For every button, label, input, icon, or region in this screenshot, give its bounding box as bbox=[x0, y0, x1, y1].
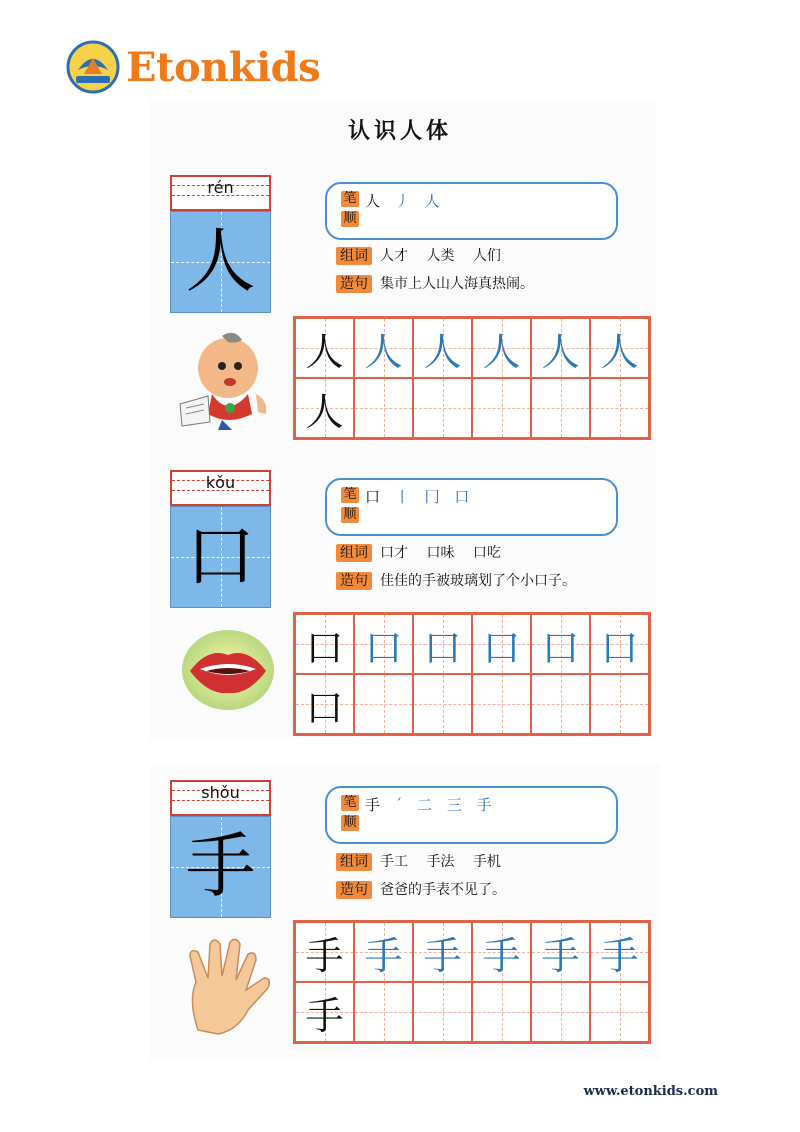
words-row bbox=[336, 542, 501, 562]
sentence-tag: 造句 bbox=[336, 572, 372, 590]
stroke-order-box bbox=[325, 478, 618, 536]
stroke-step: 口 bbox=[454, 488, 470, 506]
stroke-step: 丨 bbox=[394, 488, 410, 506]
character-card bbox=[170, 175, 271, 313]
practice-cell[interactable]: 手 bbox=[472, 922, 531, 982]
practice-cell[interactable]: 人 bbox=[295, 318, 354, 378]
brand-name: Etonkids bbox=[126, 43, 321, 91]
character-card bbox=[170, 470, 271, 608]
page-title: 认识人体 bbox=[347, 119, 452, 144]
stroke-step: 手 bbox=[365, 796, 381, 814]
practice-cell[interactable]: 人 bbox=[472, 318, 531, 378]
order-tag: 顺 bbox=[341, 815, 359, 831]
words-row bbox=[336, 245, 501, 265]
words-tag: 组词 bbox=[336, 247, 372, 265]
stroke-sequence bbox=[365, 794, 502, 815]
pinyin: rén bbox=[207, 178, 234, 197]
sentence-text: 爸爸的手表不见了。 bbox=[380, 882, 506, 898]
practice-cell[interactable]: 人 bbox=[295, 378, 354, 438]
stroke-tag: 笔 bbox=[341, 795, 359, 811]
pinyin-box bbox=[170, 470, 271, 506]
words-tag: 组词 bbox=[336, 853, 372, 871]
pinyin-box bbox=[170, 175, 271, 211]
practice-cell[interactable] bbox=[590, 378, 649, 438]
practice-cell[interactable] bbox=[472, 982, 531, 1042]
sentence-row bbox=[336, 273, 534, 293]
words-row bbox=[336, 851, 501, 871]
sentence-row bbox=[336, 879, 506, 899]
pinyin-box bbox=[170, 780, 271, 816]
character-card bbox=[170, 780, 271, 918]
practice-grid bbox=[293, 612, 651, 736]
words-text: 人才 人类 人们 bbox=[380, 248, 501, 264]
practice-cell[interactable] bbox=[354, 674, 413, 734]
practice-cell[interactable]: 人 bbox=[354, 318, 413, 378]
practice-cell[interactable] bbox=[590, 982, 649, 1042]
practice-cell[interactable]: 手 bbox=[590, 922, 649, 982]
practice-cell[interactable]: 手 bbox=[295, 982, 354, 1042]
practice-cell[interactable] bbox=[472, 674, 531, 734]
stroke-step: 冂 bbox=[424, 488, 440, 506]
practice-cell[interactable]: 口 bbox=[354, 614, 413, 674]
mouth-icon bbox=[178, 625, 278, 719]
order-tag: 顺 bbox=[341, 211, 359, 227]
character-box bbox=[170, 816, 271, 918]
practice-cell[interactable] bbox=[472, 378, 531, 438]
words-tag: 组词 bbox=[336, 544, 372, 562]
practice-cell[interactable] bbox=[531, 982, 590, 1042]
practice-cell[interactable]: 手 bbox=[354, 922, 413, 982]
practice-cell[interactable]: 人 bbox=[413, 318, 472, 378]
practice-cell[interactable]: 人 bbox=[590, 318, 649, 378]
practice-cell[interactable] bbox=[413, 378, 472, 438]
sentence-text: 佳佳的手被玻璃划了个小口子。 bbox=[380, 573, 576, 589]
stroke-step: ˊ bbox=[394, 796, 403, 814]
words-text: 手工 手法 手机 bbox=[380, 854, 501, 870]
practice-cell[interactable] bbox=[413, 674, 472, 734]
character-box bbox=[170, 506, 271, 608]
pinyin: kǒu bbox=[205, 473, 236, 492]
child-reading-icon bbox=[172, 322, 282, 438]
sentence-row bbox=[336, 570, 576, 590]
footer-url[interactable]: www.etonkids.com bbox=[583, 1084, 718, 1099]
practice-cell[interactable]: 口 bbox=[531, 614, 590, 674]
main-character: 手 bbox=[185, 825, 256, 907]
practice-cell[interactable]: 手 bbox=[295, 922, 354, 982]
stroke-step: 人 bbox=[365, 192, 381, 210]
stroke-step: 手 bbox=[476, 796, 492, 814]
stroke-order-box bbox=[325, 182, 618, 240]
stroke-step: 三 bbox=[446, 796, 462, 814]
practice-cell[interactable]: 口 bbox=[295, 674, 354, 734]
practice-cell[interactable]: 口 bbox=[295, 614, 354, 674]
practice-cell[interactable]: 口 bbox=[590, 614, 649, 674]
stroke-step: 口 bbox=[365, 488, 381, 506]
practice-cell[interactable] bbox=[354, 378, 413, 438]
character-box bbox=[170, 211, 271, 313]
main-character: 口 bbox=[185, 515, 256, 597]
practice-cell[interactable] bbox=[590, 674, 649, 734]
practice-cell[interactable] bbox=[531, 674, 590, 734]
practice-grid bbox=[293, 316, 651, 440]
practice-cell[interactable]: 人 bbox=[531, 318, 590, 378]
sentence-tag: 造句 bbox=[336, 881, 372, 899]
practice-cell[interactable] bbox=[354, 982, 413, 1042]
pinyin: shǒu bbox=[201, 783, 240, 802]
stroke-step: 人 bbox=[424, 192, 440, 210]
words-text: 口才 口味 口吃 bbox=[380, 545, 501, 561]
sentence-text: 集市上人山人海真热闹。 bbox=[380, 276, 534, 292]
practice-cell[interactable]: 口 bbox=[472, 614, 531, 674]
stroke-tag: 笔 bbox=[341, 191, 359, 207]
order-tag: 顺 bbox=[341, 507, 359, 523]
stroke-tag: 笔 bbox=[341, 487, 359, 503]
sentence-tag: 造句 bbox=[336, 275, 372, 293]
stroke-order-box bbox=[325, 786, 618, 844]
practice-cell[interactable]: 手 bbox=[531, 922, 590, 982]
stroke-sequence bbox=[365, 486, 479, 507]
stroke-step: 二 bbox=[417, 796, 433, 814]
brand-logo bbox=[66, 38, 320, 96]
practice-cell[interactable] bbox=[531, 378, 590, 438]
main-character: 人 bbox=[185, 220, 256, 302]
practice-grid bbox=[293, 920, 651, 1044]
practice-cell[interactable]: 手 bbox=[413, 922, 472, 982]
stroke-step: 丿 bbox=[394, 192, 410, 210]
stroke-sequence bbox=[365, 190, 450, 211]
practice-cell[interactable] bbox=[413, 982, 472, 1042]
practice-cell[interactable]: 口 bbox=[413, 614, 472, 674]
crest-icon bbox=[66, 40, 120, 94]
hand-icon bbox=[168, 930, 280, 1042]
